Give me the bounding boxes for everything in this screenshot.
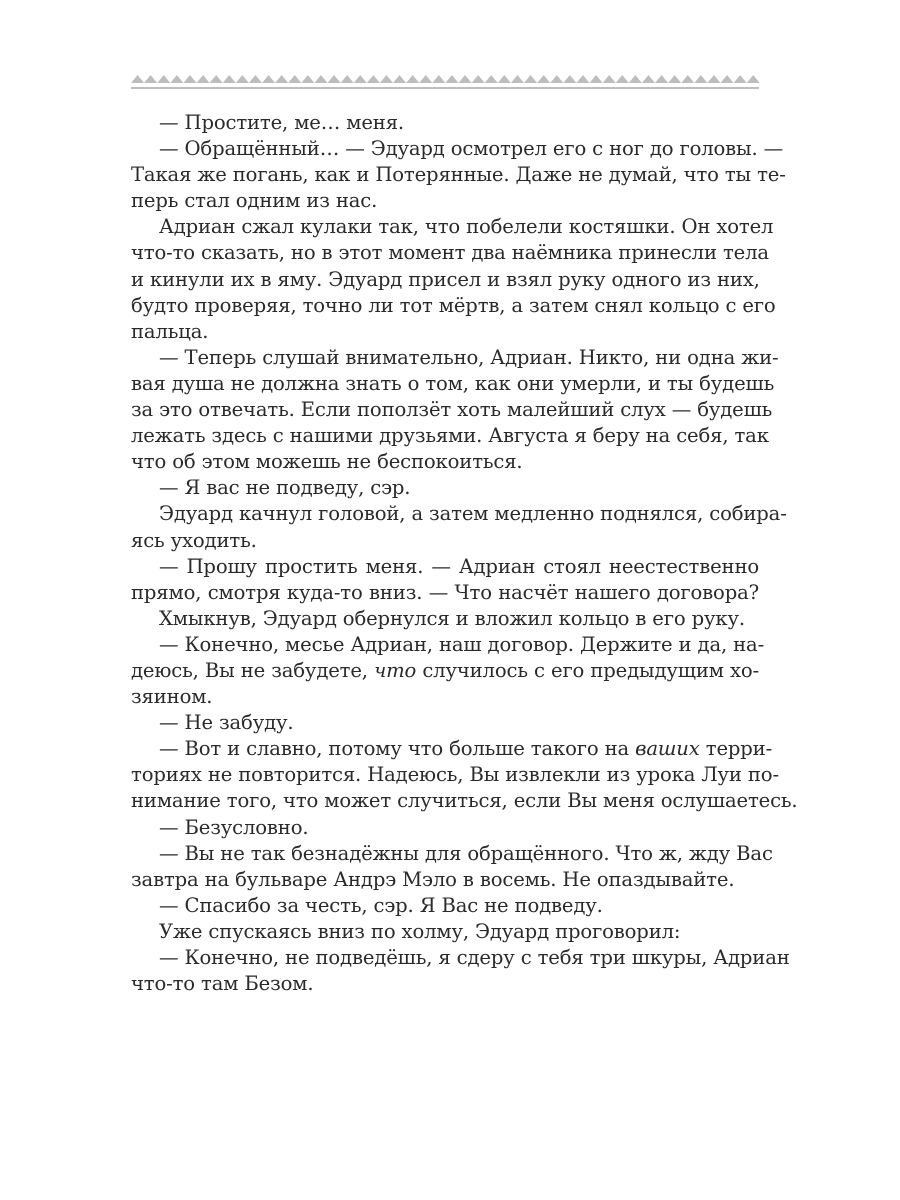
ornament-triangle	[629, 75, 642, 83]
text-line: — Конечно, месье Адриан, наш договор. Держите и да, на-	[159, 632, 765, 656]
ornament-triangle	[157, 75, 170, 83]
ornament-triangle	[498, 75, 511, 83]
ornament-triangle	[328, 75, 341, 83]
text-line: Уже спускаясь вниз по холму, Эдуард проговорил:	[159, 919, 681, 943]
ornament-triangle	[576, 75, 589, 83]
emphasis: что	[374, 658, 417, 682]
text-line: что-то там Безом.	[131, 972, 314, 996]
ornament-triangle	[393, 75, 406, 83]
text-line: деюсь, Вы не забудете, что случилось с его предыдущим хо-	[131, 658, 760, 682]
ornament-triangle	[642, 75, 655, 83]
ornament-triangle	[380, 75, 393, 83]
text-line: Эдуард качнул головой, а затем медленно поднялся, собира-	[159, 502, 787, 526]
ornament-triangle	[131, 75, 144, 83]
ornament-triangle	[249, 75, 262, 83]
text-line: Хмыкнув, Эдуард обернулся и вложил кольцо в его руку.	[159, 606, 745, 630]
text-line: и кинули их в яму. Эдуард присел и взял руку одного из них,	[131, 267, 760, 291]
ornament-triangle	[262, 75, 275, 83]
ornament-triangle	[707, 75, 720, 83]
text-line: завтра на бульваре Андрэ Мэло в восемь. Не опаздывайте.	[131, 867, 735, 891]
ornament-triangle	[472, 75, 485, 83]
text-line: за это отвечать. Если поползёт хоть малейший слух — будешь	[131, 398, 773, 422]
ornament-triangle	[406, 75, 419, 83]
ornament-triangle	[183, 75, 196, 83]
text-line: что-то сказать, но в этот момент два наёмника принесли тела	[131, 241, 769, 265]
ornament-triangle	[681, 75, 694, 83]
ornament-triangle	[445, 75, 458, 83]
body-text	[131, 110, 798, 997]
ornament-triangle	[721, 75, 734, 83]
ornament-triangle	[655, 75, 668, 83]
emphasis: ваших	[635, 737, 700, 761]
ornament-triangle	[275, 75, 288, 83]
text-line: ториях не повторится. Надеюсь, Вы извлекли из урока Луи по-	[131, 763, 779, 787]
ornament-triangle	[144, 75, 157, 83]
text-line: вая душа не должна знать о том, как они умерли, и ты будешь	[131, 371, 775, 395]
ornament-triangle	[459, 75, 472, 83]
text-line: — Прошу простить меня. — Адриан стоял неестественно	[159, 554, 759, 578]
ornament-triangle	[668, 75, 681, 83]
decorative-header-border	[131, 70, 759, 94]
ornament-triangle	[511, 75, 524, 83]
ornament-triangle	[236, 75, 249, 83]
ornament-triangle	[197, 75, 210, 83]
text-line: — Вот и славно, потому что больше такого на ваших терри-	[159, 737, 773, 761]
text-line: — Простите, ме… меня.	[159, 111, 405, 134]
text-line: — Конечно, не подведёшь, я сдеру с тебя три шкуры, Адриан	[159, 946, 790, 969]
ornament-triangle	[419, 75, 432, 83]
text-line: нимание того, что может случиться, если Вы меня ослушаетесь.	[131, 789, 798, 813]
ornament-triangle	[170, 75, 183, 83]
ornament-triangle	[563, 75, 576, 83]
text-line: Такая же погань, как и Потерянные. Даже не думай, что ты те-	[131, 163, 786, 187]
text-line: — Теперь слушай внимательно, Адриан. Никто, ни одна жи-	[159, 345, 779, 369]
text-line: зяином.	[131, 685, 213, 709]
ornament-triangle	[367, 75, 380, 83]
ornament-triangle	[485, 75, 498, 83]
text-line: — Вы не так безнадёжны для обращённого. Что ж, жду Вас	[159, 841, 773, 865]
text-line: — Безусловно.	[159, 815, 309, 839]
ornament-triangle	[603, 75, 616, 83]
text-line: — Спасибо за честь, сэр. Я Вас не подведу.	[159, 893, 603, 917]
ornament-triangle	[590, 75, 603, 83]
ornament-triangle	[616, 75, 629, 83]
text-line: будто проверяя, точно ли тот мёртв, а затем снял кольцо с его	[131, 293, 776, 317]
text-line: пальца.	[131, 319, 209, 343]
ornament-triangle	[734, 75, 747, 83]
text-line: — Я вас не подведу, сэр.	[159, 476, 411, 500]
ornament-triangle	[301, 75, 314, 83]
ornament-triangle	[550, 75, 563, 83]
text-line: что об этом можешь не беспокоиться.	[131, 450, 523, 474]
ornament-triangle	[354, 75, 367, 83]
ornament-triangle	[341, 75, 354, 83]
ornament-triangle	[747, 75, 759, 83]
text-line: перь стал одним из нас.	[131, 189, 378, 213]
ornament-triangle	[314, 75, 327, 83]
ornament-triangle	[537, 75, 550, 83]
ornament-triangle	[288, 75, 301, 83]
text-line: прямо, смотря куда-то вниз. — Что насчёт нашего договора?	[131, 580, 759, 604]
ornament-triangle	[432, 75, 445, 83]
ornament-triangle	[210, 75, 223, 83]
text-line: — Не забуду.	[159, 711, 294, 735]
ornament-triangle	[223, 75, 236, 83]
ornament-triangle	[694, 75, 707, 83]
text-line: лежать здесь с нашими друзьями. Августа я беру на себя, так	[131, 424, 769, 448]
text-line: ясь уходить.	[131, 528, 257, 552]
ornament-triangle	[524, 75, 537, 83]
text-line: Адриан сжал кулаки так, что побелели костяшки. Он хотел	[159, 215, 774, 239]
text-line: — Обращённый… — Эдуард осмотрел его с ног до головы. —	[159, 137, 784, 161]
